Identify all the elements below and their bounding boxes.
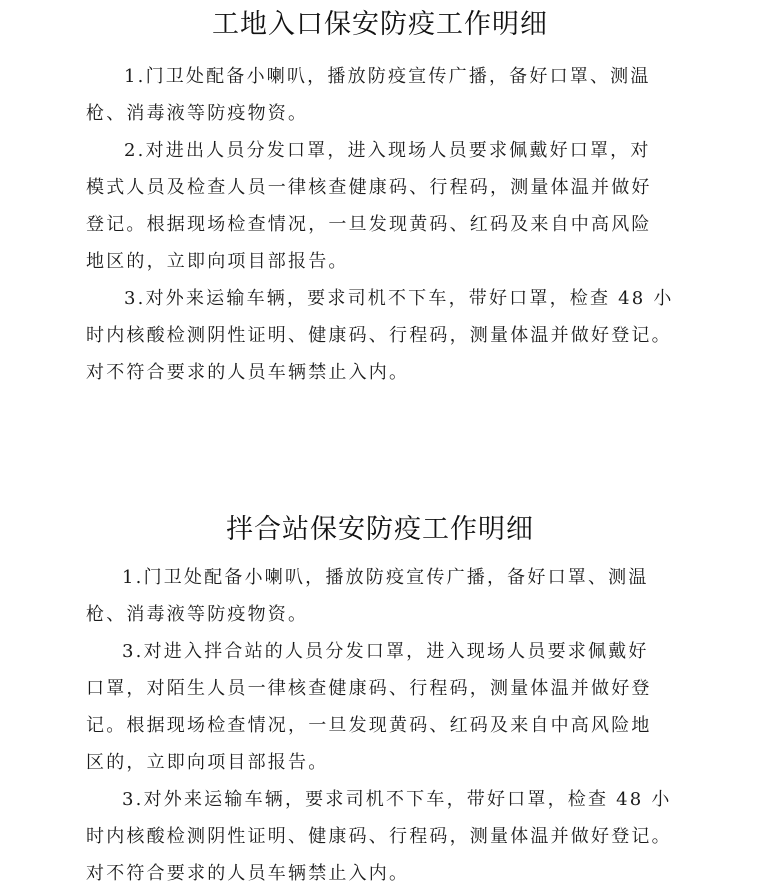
section-title: 拌合站保安防疫工作明细: [226, 514, 534, 545]
section-body: [86, 559, 686, 892]
section-mixing-station: [0, 505, 760, 892]
paragraph-1: 1.门卫处配备小喇叭，播放防疫宣传广播，备好口罩、测温 枪、消毒液等防疫物资。: [86, 567, 649, 625]
paragraph-3: 3.对外来运输车辆，要求司机不下车，带好口罩，检查 48 小 时内核酸检测阴性证明、健康码、行程码，测量体温并做好登记。 对不符合要求的人员车辆禁止入内。: [86, 288, 674, 383]
section-title: 工地入口保安防疫工作明细: [212, 9, 548, 40]
paragraph-2: 2.对进出人员分发口罩，进入现场人员要求佩戴好口罩，对 模式人员及检查人员一律核查健康码、行程码，测量体温并做好 登记。根据现场检查情况，一旦发现黄码、红码及来自中高风险 地区的，立即向项目部报告。: [86, 140, 652, 272]
paragraph-2: 3.对进入拌合站的人员分发口罩，进入现场人员要求佩戴好 口罩，对陌生人员一律核查健康码、行程码，测量体温并做好登 记。根据现场检查情况，一旦发现黄码、红码及来自中高风险地 区的，立即向项目部报告。: [86, 641, 652, 773]
paragraph-1: 1.门卫处配备小喇叭，播放防疫宣传广播，备好口罩、测温 枪、消毒液等防疫物资。: [86, 66, 651, 124]
section-body: [86, 58, 686, 391]
section-site-entrance: [0, 0, 760, 391]
paragraph-3: 3.对外来运输车辆，要求司机不下车，带好口罩，检查 48 小 时内核酸检测阴性证明、健康码、行程码，测量体温并做好登记。 对不符合要求的人员车辆禁止入内。: [86, 789, 672, 884]
